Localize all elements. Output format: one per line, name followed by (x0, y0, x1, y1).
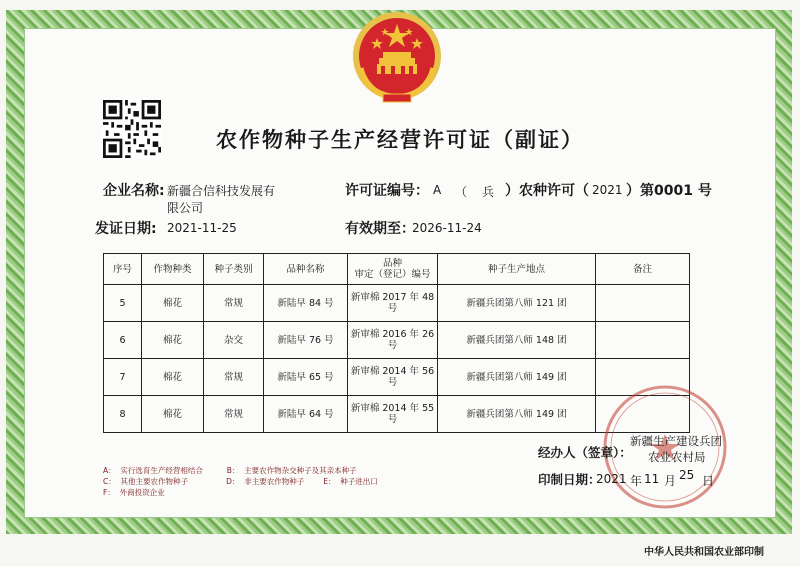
cell-index: 8 (104, 396, 142, 433)
cell-variety: 新陆早 84 号 (264, 285, 348, 322)
table-header-row (104, 254, 690, 285)
cell-index: 7 (104, 359, 142, 396)
cell-location: 新疆兵团第八师 149 团 (438, 359, 596, 396)
header-remarks: 备注 (596, 254, 690, 285)
print-date-label: 印制日期： (538, 472, 601, 487)
print-day-unit: 日 (702, 474, 715, 488)
cell-index: 6 (104, 322, 142, 359)
footnote-line3: F： 外商投资企业 (103, 488, 165, 497)
cell-remarks (596, 322, 690, 359)
company-label: 企业名称: (103, 183, 165, 199)
authority-line2: 农业农村局 (648, 450, 706, 464)
cell-variety: 新陆早 76 号 (264, 322, 348, 359)
header-index: 序号 (104, 254, 142, 285)
cell-approval-no: 新审棉 2014 年 56 号 (348, 359, 438, 396)
valid-until-label: 有效期至： (345, 221, 415, 237)
print-month: 11 (644, 472, 660, 486)
license-no-label: 许可证编号： (345, 183, 429, 199)
cell-category: 常规 (204, 359, 264, 396)
cell-variety: 新陆早 64 号 (264, 396, 348, 433)
print-year-unit: 年 (630, 474, 643, 488)
header-location: 种子生产地点 (438, 254, 596, 285)
cell-crop: 棉花 (142, 322, 204, 359)
certificate-title: 农作物种子生产经营许可证（副证） (216, 127, 584, 152)
header-approval-no: 品种 审定（登记）编号 (348, 254, 438, 285)
print-year: 2021 (596, 472, 627, 486)
table-row (104, 285, 690, 322)
header-category: 种子类别 (204, 254, 264, 285)
footnote-line1: A： 实行选育生产经营相结合 B： 主要农作物杂交种子及其亲本种子 (103, 466, 357, 475)
license-no-bing: 兵 (482, 185, 495, 199)
cell-approval-no: 新审棉 2017 年 48 号 (348, 285, 438, 322)
license-no-num: ）第0001 号 (626, 183, 712, 199)
cell-variety: 新陆早 65 号 (264, 359, 348, 396)
cell-crop: 棉花 (142, 396, 204, 433)
company-name-line2: 限公司 (167, 201, 204, 215)
cell-location: 新疆兵团第八师 149 团 (438, 396, 596, 433)
certificate-page: 农作物种子生产经营许可证（副证） 企业名称: 新疆合信科技发展有 限公司 许可证编号： A （ 兵 ）农种许可（ 2021 ）第0001 号 发证日期: 2021-11-25 有效期至： 2026-11-24 序号 作物种类 种子类别 品种名称 品种 审定（登记）编号 种子生产地点 备注 5 棉花 常规 新陆早 84 号 新审棉 2017 年 48 号 新疆兵团第八师 121 团 6 棉花 杂交 新陆早 76 号 新审棉 2016 年 26 号 新疆兵团第八师 148 团 7 棉花 常规 新陆早 65 号 新审棉 2014 年 56 号 新疆兵团第八师 149 团 8 棉花 常规 新陆早 64 号 新审棉 2014 年 55 号 新疆兵团第八师 149 团 A： 实行选育生产经营相结合 B： 主要农作物杂交种子及其亲本种子 C： 其他主要农作物种子 D： 非主要农作物种子 E： 种子进出口 F： 外商投资企业 经办人（签章）： 新疆生产建设兵团 农业农村局 印制日期： 2021 年 11 月 25 日 中华人民共和国农业部印制 (0, 0, 800, 566)
table-row (104, 322, 690, 359)
cell-remarks (596, 285, 690, 322)
cell-location: 新疆兵团第八师 121 团 (438, 285, 596, 322)
cell-approval-no: 新审棉 2014 年 55 号 (348, 396, 438, 433)
national-emblem-icon (347, 8, 447, 108)
printer-credit: 中华人民共和国农业部印制 (644, 547, 764, 558)
cell-crop: 棉花 (142, 285, 204, 322)
license-no-prefix: A (433, 183, 442, 197)
cell-category: 常规 (204, 285, 264, 322)
company-name-line1: 新疆合信科技发展有 (167, 184, 276, 198)
cell-category: 常规 (204, 396, 264, 433)
cell-approval-no: 新审棉 2016 年 26 号 (348, 322, 438, 359)
cell-category: 杂交 (204, 322, 264, 359)
handler-label: 经办人（签章）： (538, 445, 632, 460)
cell-location: 新疆兵团第八师 148 团 (438, 322, 596, 359)
cell-index: 5 (104, 285, 142, 322)
print-month-unit: 月 (664, 474, 677, 488)
license-no-year: 2021 (592, 183, 623, 197)
cell-crop: 棉花 (142, 359, 204, 396)
issue-date-label: 发证日期: (95, 221, 157, 237)
footnote-line2: C： 其他主要农作物种子 D： 非主要农作物种子 E： 种子进出口 (103, 477, 378, 486)
header-variety: 品种名称 (264, 254, 348, 285)
license-no-mid: ）农种许可（ (505, 183, 589, 199)
print-day: 25 (679, 468, 695, 482)
valid-until: 2026-11-24 (412, 221, 482, 235)
issue-date: 2021-11-25 (167, 221, 237, 235)
header-crop: 作物种类 (142, 254, 204, 285)
authority-line1: 新疆生产建设兵团 (630, 434, 722, 448)
